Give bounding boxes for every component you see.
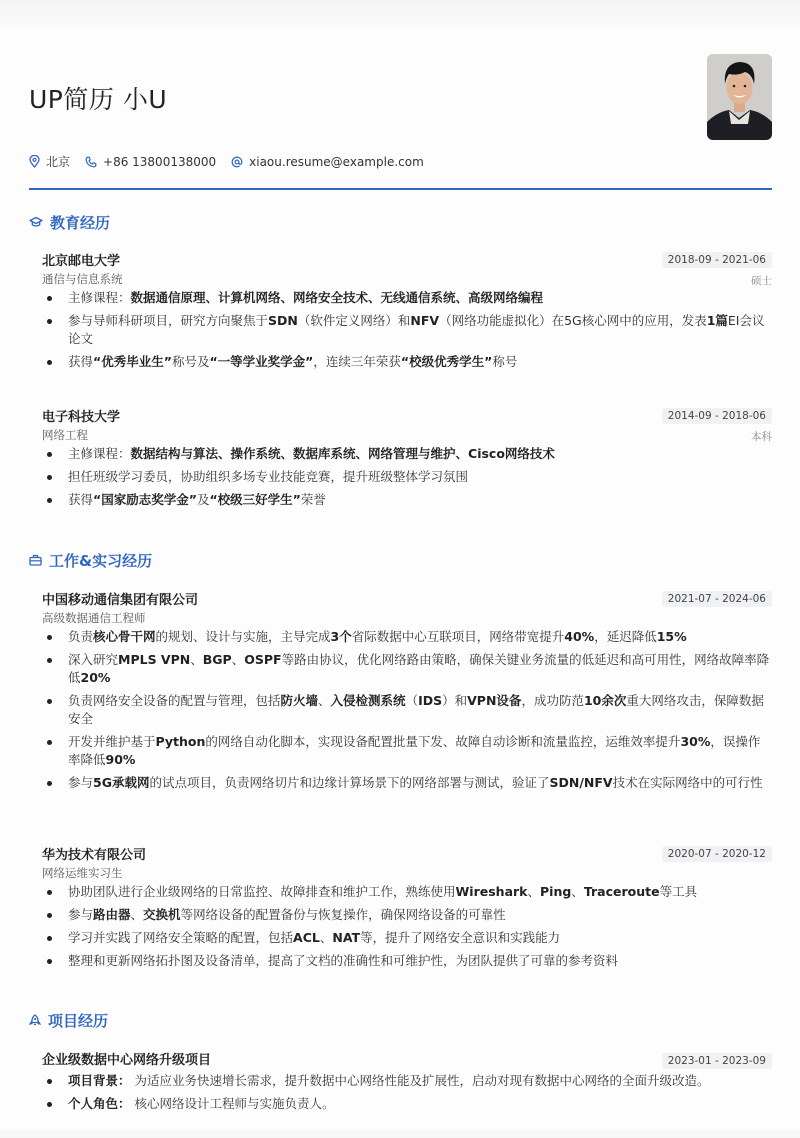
highlight-text: 个人角色： (68, 1096, 131, 1111)
bullet-list (42, 883, 772, 970)
highlight-text: NFV (410, 313, 440, 328)
highlight-text: Ping (540, 884, 572, 899)
highlight-text: 核心骨干网 (93, 629, 156, 644)
list-item: 参与路由器、交换机等网络设备的配置备份与恢复操作，确保网络设备的可靠性 (42, 906, 772, 924)
major: 通信与信息系统 (42, 272, 123, 286)
briefcase-icon (29, 554, 42, 566)
school-name: 北京邮电大学 (42, 254, 121, 269)
date-badge: 2014-09 - 2018-06 (662, 408, 772, 424)
work-entry (42, 847, 772, 975)
date-badge: 2020-07 - 2020-12 (662, 846, 772, 862)
contact-bar (29, 153, 439, 170)
highlight-text: BGP (202, 652, 232, 667)
list-item: 参与5G承载网的试点项目，负责网络切片和边缘计算场景下的网络部署与测试，验证了SDN/NFV技术在实际网络中的可行性 (42, 774, 772, 792)
project-entry (42, 1052, 772, 1118)
list-item: 开发并维护基于Python的网络自动化脚本，实现设备配置批量下发、故障自动诊断和流量监控，运维效率提升30%，误操作率降低90% (42, 733, 772, 769)
highlight-text: 数据通信原理、计算机网络、网络安全技术、无线通信系统、高级网络编程 (130, 290, 544, 305)
highlight-text: 30% (680, 734, 711, 749)
highlight-text: IDS (418, 693, 443, 708)
highlight-text: NAT (332, 930, 361, 945)
bullet-list (42, 1072, 772, 1113)
graduation-cap-icon (29, 216, 43, 228)
job-title: 高级数据通信工程师 (42, 611, 146, 625)
list-item: 深入研究MPLS VPN、BGP、OSPF等路由协议，优化网络路由策略，确保关键业务流量的低延迟和高可用性，网络故障率降低20% (42, 651, 772, 687)
education-entry (42, 409, 772, 514)
header-divider (29, 188, 772, 190)
highlight-text: MPLS VPN (118, 652, 191, 667)
email-text[interactable]: xiaou.resume@example.com (249, 154, 424, 169)
location-pin-icon (29, 155, 40, 168)
list-item: 协助团队进行企业级网络的日常监控、故障排查和维护工作，熟练使用Wireshark、Ping、Traceroute等工具 (42, 883, 772, 901)
highlight-text: OSPF (244, 652, 282, 667)
contact-phone (85, 155, 216, 169)
highlight-text: 防火墙 (280, 693, 319, 708)
degree-label: 本科 (751, 431, 772, 443)
list-item: 主修课程：数据结构与算法、操作系统、数据库系统、网络管理与维护、Cisco网络技术 (42, 445, 772, 463)
highlight-text: 3个 (330, 629, 352, 644)
date-badge: 2023-01 - 2023-09 (662, 1053, 772, 1069)
project-name: 企业级数据中心网络升级项目 (42, 1053, 212, 1068)
highlight-text: 1篇 (706, 313, 728, 328)
highlight-text: 交换机 (143, 907, 181, 922)
highlight-text: 20% (80, 670, 111, 685)
avatar (707, 54, 772, 140)
highlight-text: ACL (293, 930, 320, 945)
highlight-text: “校级三好学生” (209, 492, 301, 507)
highlight-text: 入侵检测系统 (330, 693, 406, 708)
major: 网络工程 (42, 428, 88, 442)
bullet-list (42, 628, 772, 792)
highlight-text: 40% (564, 629, 595, 644)
contact-email[interactable] (231, 155, 424, 169)
contact-location (29, 153, 70, 170)
degree-label: 硕士 (751, 275, 772, 287)
highlight-text: VPN设备 (467, 693, 522, 708)
location-text: 北京 (46, 155, 71, 169)
highlight-text: 路由器 (93, 907, 131, 922)
highlight-text: “一等学业奖学金” (209, 354, 314, 369)
list-item: 主修课程：数据通信原理、计算机网络、网络安全技术、无线通信系统、高级网络编程 (42, 289, 772, 307)
highlight-text: 90% (105, 752, 136, 767)
phone-text: +86 13800138000 (103, 154, 217, 169)
bullet-list (42, 445, 772, 509)
company-name: 中国移动通信集团有限公司 (42, 593, 199, 608)
highlight-text: “优秀毕业生” (93, 354, 172, 369)
section-title-work: 工作&实习经历 (29, 548, 772, 572)
job-title: 网络运维实习生 (42, 866, 123, 880)
resume-page (0, 28, 800, 1130)
section-title-education: 教育经历 (29, 210, 772, 234)
phone-icon (85, 156, 97, 168)
list-item: 负责网络安全设备的配置与管理，包括防火墙、入侵检测系统（IDS）和VPN设备，成功防范10余次重大网络攻击，保障数据安全 (42, 692, 772, 728)
list-item: 参与导师科研项目，研究方向聚焦于SDN（软件定义网络）和NFV（网络功能虚拟化）在5G核心网中的应用，发表1篇EI会议论文 (42, 312, 772, 348)
list-item: 获得“优秀毕业生”称号及“一等学业奖学金”，连续三年荣获“校级优秀学生”称号 (42, 353, 772, 371)
list-item: 担任班级学习委员，协助组织多场专业技能竞赛，提升班级整体学习氛围 (42, 468, 772, 486)
highlight-text: “校级优秀学生” (400, 354, 493, 369)
highlight-text: SDN (268, 313, 298, 328)
work-section (29, 548, 772, 988)
list-item: 获得“国家励志奖学金”及“校级三好学生”荣誉 (42, 491, 772, 509)
highlight-text: 数据结构与算法、操作系统、数据库系统、网络管理与维护、Cisco网络技术 (130, 446, 555, 461)
education-entry (42, 253, 772, 376)
education-section (29, 210, 772, 520)
highlight-text: “国家励志奖学金” (93, 492, 197, 507)
highlight-text: SDN/NFV (549, 775, 613, 790)
highlight-text: 15% (656, 629, 687, 644)
resume-header (0, 28, 800, 190)
candidate-name: UP简历 小U (29, 85, 168, 114)
profile-photo (707, 54, 772, 140)
rocket-icon (29, 1014, 41, 1027)
highlight-text: 项目背景： (68, 1073, 131, 1088)
projects-section (29, 1008, 772, 1138)
date-badge: 2018-09 - 2021-06 (662, 252, 772, 268)
at-sign-icon (231, 156, 243, 168)
top-strip (0, 0, 800, 28)
list-item: 学习并实践了网络安全策略的配置，包括ACL、NAT等，提升了网络安全意识和实践能力 (42, 929, 772, 947)
highlight-text: Python (155, 734, 206, 749)
list-item: 个人角色： 核心网络设计工程师与实施负责人。 (42, 1095, 772, 1113)
bullet-list (42, 289, 772, 371)
highlight-text: 5G承载网 (93, 775, 150, 790)
list-item: 负责核心骨干网的规划、设计与实施，主导完成3个省际数据中心互联项目，网络带宽提升40%，延迟降低15% (42, 628, 772, 646)
school-name: 电子科技大学 (42, 410, 121, 425)
work-entry (42, 592, 772, 797)
list-item: 整理和更新网络拓扑图及设备清单，提高了文档的准确性和可维护性，为团队提供了可靠的参考资料 (42, 952, 772, 970)
highlight-text: Traceroute (583, 884, 660, 899)
highlight-text: 10余次 (583, 693, 627, 708)
list-item: 项目背景： 为适应业务快速增长需求，提升数据中心网络性能及扩展性，启动对现有数据中心网络的全面升级改造。 (42, 1072, 772, 1090)
company-name: 华为技术有限公司 (42, 848, 147, 863)
highlight-text: Wireshark (455, 884, 528, 899)
date-badge: 2021-07 - 2024-06 (662, 591, 772, 607)
section-title-projects: 项目经历 (29, 1008, 772, 1032)
